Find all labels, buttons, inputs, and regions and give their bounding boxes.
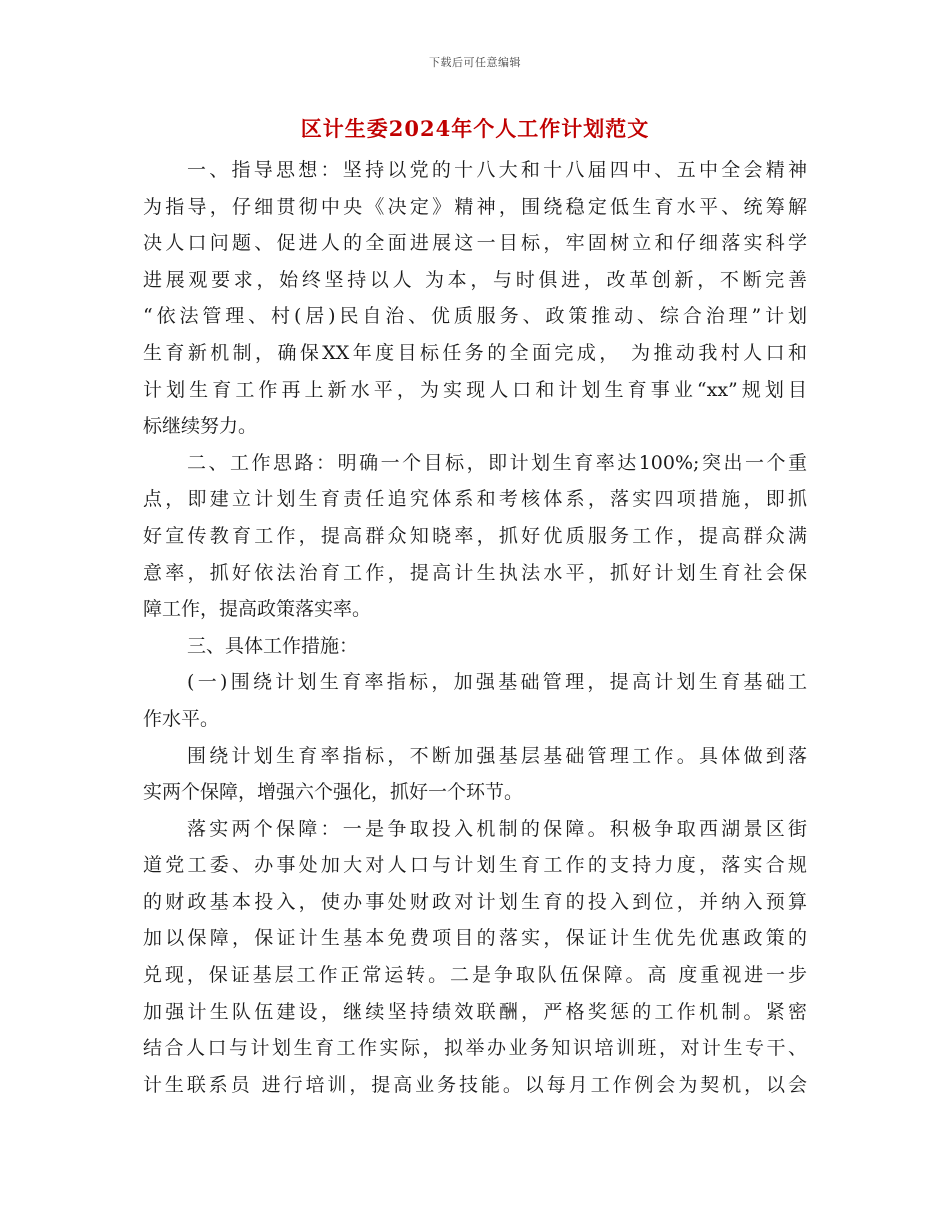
text-line: 点，即建立计划生育责任追究体系和考核体系，落实四项措施，即抓: [143, 488, 807, 511]
text-line: 计划生育工作再上新水平，为实现人口和计划生育事业“xx”规划目: [143, 378, 807, 401]
text-line: 结合人口与计划生育工作实际，拟举办业务知识培训班，对计生专干、: [143, 1037, 807, 1060]
text-line: (一)围绕计划生育率指标，加强基础管理，提高计划生育基础工: [187, 671, 807, 694]
text-line: 生育新机制，确保XX年度目标任务的全面完成， 为推动我村人口和: [143, 341, 807, 364]
text-line: 实两个保障，增强六个强化，抓好一个环节。: [143, 781, 524, 804]
document-title: 区计生委2024年个人工作计划范文: [300, 116, 650, 141]
text-line: 计生联系员 进行培训，提高业务技能。以每月工作例会为契机，以会: [143, 1073, 807, 1096]
text-line: 作水平。: [143, 707, 220, 730]
text-line: 兑现，保证基层工作正常运转。二是争取队伍保障。高 度重视进一步: [143, 964, 807, 987]
text-line: 落实两个保障：一是争取投入机制的保障。积极争取西湖景区街: [187, 817, 807, 840]
text-line: 二、工作思路：明确一个目标，即计划生育率达100%;突出一个重: [187, 451, 807, 474]
text-line: 障工作，提高政策落实率。: [143, 598, 372, 621]
text-line: 好宣传教育工作，提高群众知晓率，抓好优质服务工作，提高群众满: [143, 524, 807, 547]
text-line: 为指导，仔细贯彻中央《决定》精神，围绕稳定低生育水平、统筹解: [143, 195, 807, 218]
text-line: 一、指导思想：坚持以党的十八大和十八届四中、五中全会精神: [187, 159, 807, 181]
text-line: 决人口问题、促进人的全面进展这一目标，牢固树立和仔细落实科学: [143, 232, 807, 255]
text-line: 围绕计划生育率指标，不断加强基层基础管理工作。具体做到落: [187, 744, 807, 767]
text-line: 道党工委、办事处加大对人口与计划生育工作的支持力度，落实合规: [143, 854, 807, 877]
text-line: 加强计生队伍建设，继续坚持绩效联酬，严格奖惩的工作机制。紧密: [143, 1000, 807, 1023]
text-line: 进展观要求，始终坚持以人 为本，与时俱进，改革创新，不断完善: [143, 268, 807, 291]
document-body: [143, 152, 807, 1103]
text-line: 三、具体工作措施：: [187, 634, 359, 657]
text-line: 标继续努力。: [143, 415, 258, 438]
text-line: “依法管理、村(居)民自治、优质服务、政策推动、综合治理”计划: [143, 305, 807, 328]
header-note: 下载后可任意编辑: [429, 56, 521, 69]
text-line: 意率，抓好依法治育工作，提高计生执法水平，抓好计划生育社会保: [143, 561, 807, 584]
text-line: 的财政基本投入，使办事处财政对计划生育的投入到位，并纳入预算: [143, 890, 807, 913]
text-line: 加以保障，保证计生基本免费项目的落实，保证计生优先优惠政策的: [143, 927, 807, 950]
